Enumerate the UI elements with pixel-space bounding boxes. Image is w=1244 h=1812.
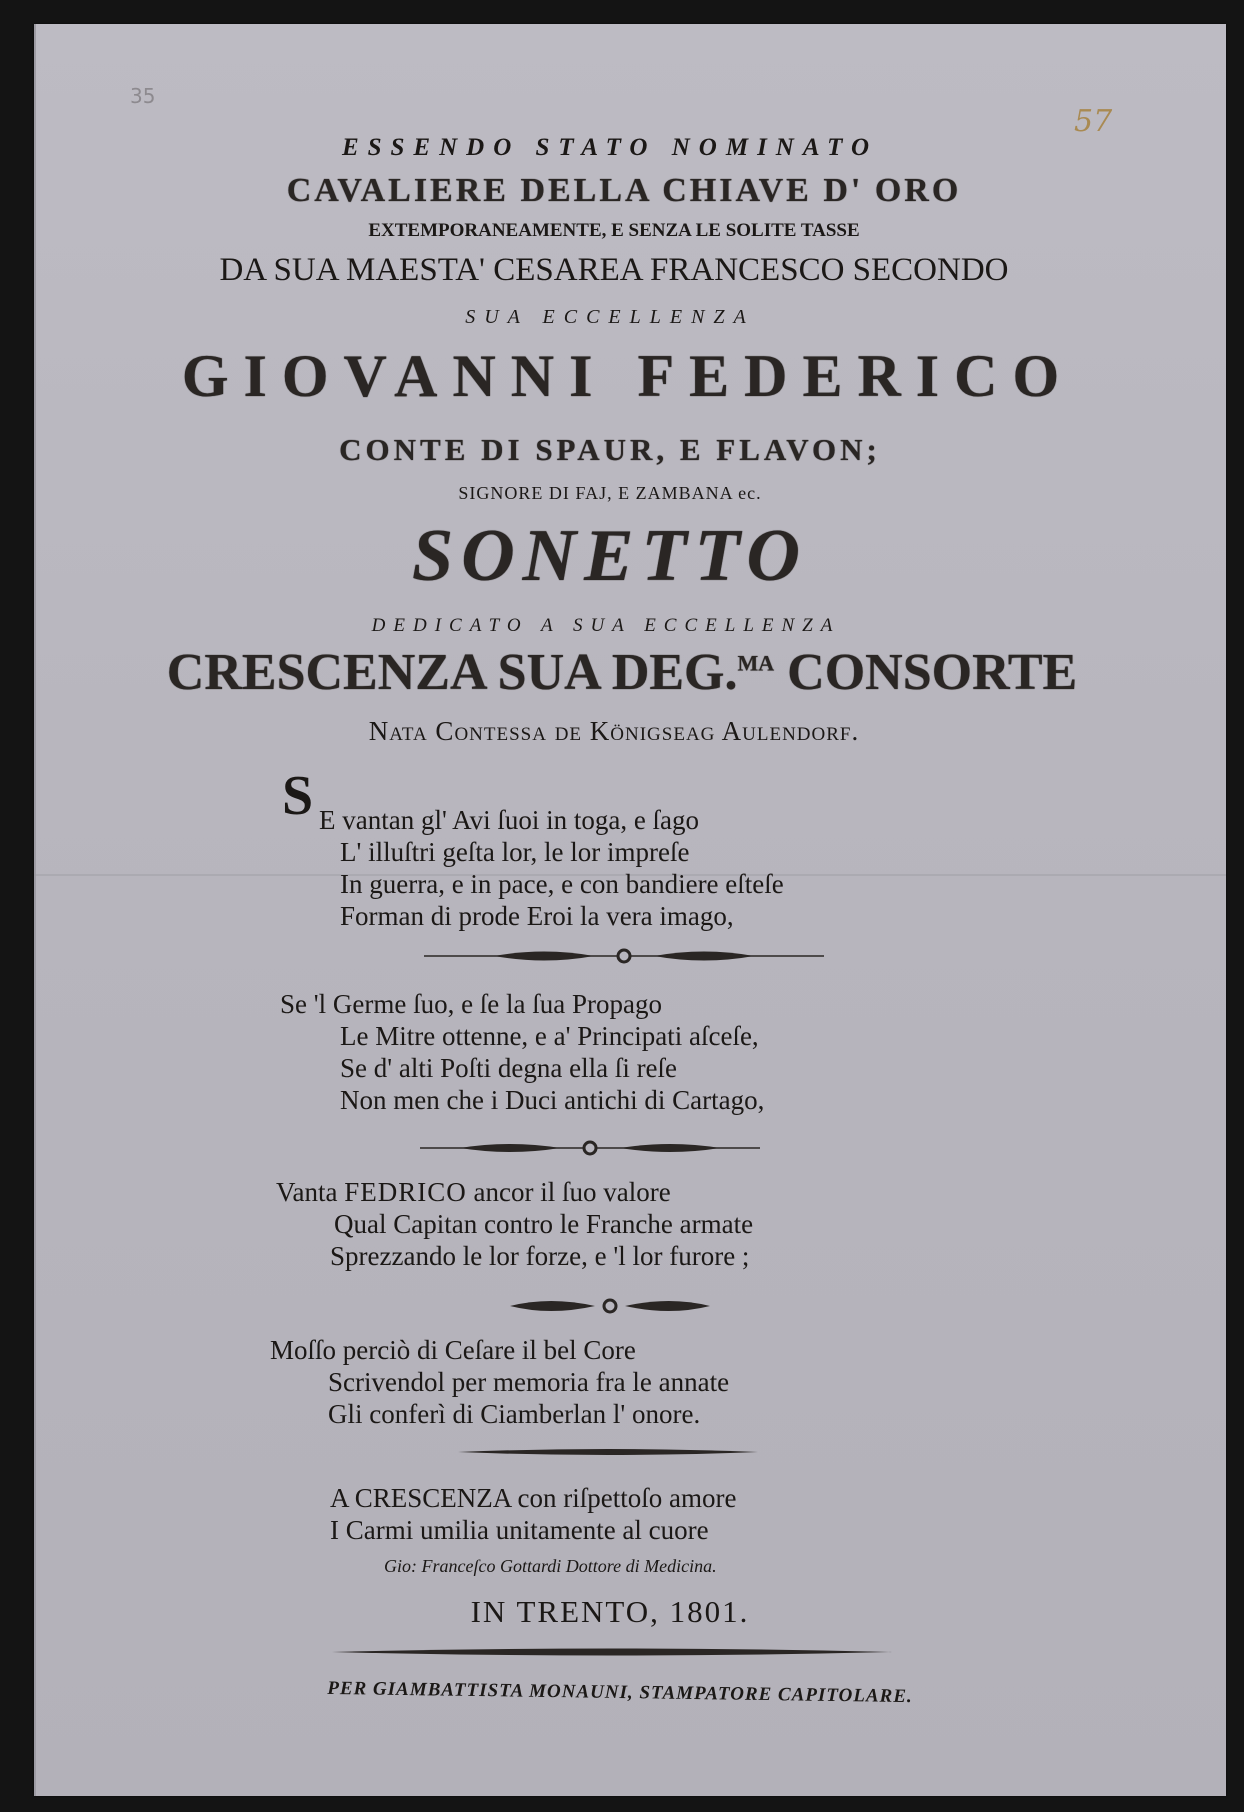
honoree-name: GIOVANNI FEDERICO (181, 343, 1075, 409)
heading-line-3: EXTEMPORANEAMENTE, E SENZA LE SOLITE TASSE (368, 220, 860, 241)
ornament-divider-2 (420, 1136, 760, 1160)
closing-line: I Carmi umilia unitamente al cuore (330, 1515, 709, 1545)
verse-line: Se 'l Germe ſuo, e ſe la ſua Propago (280, 989, 663, 1019)
ink-number: 57 (1074, 104, 1113, 139)
pencil-number: 35 (130, 84, 156, 108)
stanza-4 (34, 1334, 1226, 1430)
verse-line: Non men che i Duci antichi di Cartago, (340, 1085, 765, 1115)
printer-line: PER GIAMBATTISTA MONAUNI, STAMPATORE CAPITOLARE. (327, 1677, 913, 1708)
verse-line: Sprezzando le lor forze, e 'l lor furore ; (330, 1241, 750, 1271)
verse-text: ancor il ſuo valore (466, 1177, 671, 1207)
ornament-divider-3 (500, 1294, 720, 1318)
closing-line (330, 1482, 1244, 1514)
consort-line (26, 643, 1218, 702)
stanza-3 (34, 1176, 1226, 1272)
heading-line-2: CAVALIERE DELLA CHIAVE D' ORO (286, 172, 962, 209)
crescenza-name: A CRESCENZA (330, 1483, 511, 1513)
author-line: Gio: Franceſco Gottardi Dottore di Medicina. (384, 1556, 717, 1576)
consort-name: CRESCENZA SUA DEG. (166, 644, 738, 701)
consort-word: CONSORTE (787, 644, 1078, 701)
verse-line: E vantan gl' Avi ſuoi in toga, e ſago (319, 805, 700, 835)
heading-line-1: ESSENDO STATO NOMINATO (341, 134, 879, 161)
verse-text: con riſpettoſo amore (510, 1483, 737, 1513)
verse-line (276, 1176, 1244, 1208)
consort-birth: Nata Contessa de Königseag Aulendorf. (368, 716, 860, 746)
verse-line: Forman di prode Eroi la vera imago, (340, 901, 734, 931)
dedication-line: DEDICATO A SUA ECCELLENZA (371, 615, 841, 636)
verse-line: Se d' alti Poſti degna ella ſi reſe (340, 1053, 678, 1083)
ornament-divider-1 (424, 944, 824, 968)
verse-line: Scrivendol per memoria fra le annate (328, 1367, 730, 1397)
stanza-1 (34, 804, 1226, 932)
honoree-lordships: SIGNORE DI FAJ, E ZAMBANA ec. (458, 483, 762, 503)
verse-line: L' illuſtri geſta lor, le lor impreſe (340, 837, 690, 867)
verse-line: Le Mitre ottenne, e a' Principati aſceſe, (340, 1021, 759, 1051)
heading-line-4: DA SUA MAESTA' CESAREA FRANCESCO SECONDO (219, 252, 1009, 288)
verse-text: Vanta (276, 1177, 345, 1207)
verse-line: Gli conferì di Ciamberlan l' onore. (328, 1399, 701, 1429)
verse-line: In guerra, e in pace, e con bandiere eſteſe (340, 869, 784, 899)
verse-line: Qual Capitan contro le Franche armate (334, 1209, 754, 1239)
broadside-sheet (34, 24, 1226, 1796)
imprint-place: IN TRENTO, 1801. (470, 1594, 750, 1629)
imprint-rule (332, 1646, 892, 1658)
poem-title: SONETTO (412, 515, 808, 597)
honoree-title: CONTE DI SPAUR, E FLAVON; (339, 432, 881, 467)
verse-line: Moſſo perciò di Ceſare il bel Core (270, 1335, 636, 1365)
rule-divider (458, 1446, 758, 1458)
stanza-2 (34, 988, 1226, 1116)
closing-lines (34, 1482, 1226, 1546)
drop-cap: S (282, 765, 314, 827)
consort-superscript: MA (737, 650, 775, 676)
fedrico-name: FEDRICO (344, 1177, 467, 1207)
heading-line-5: SUA ECCELLENZA (465, 306, 755, 328)
